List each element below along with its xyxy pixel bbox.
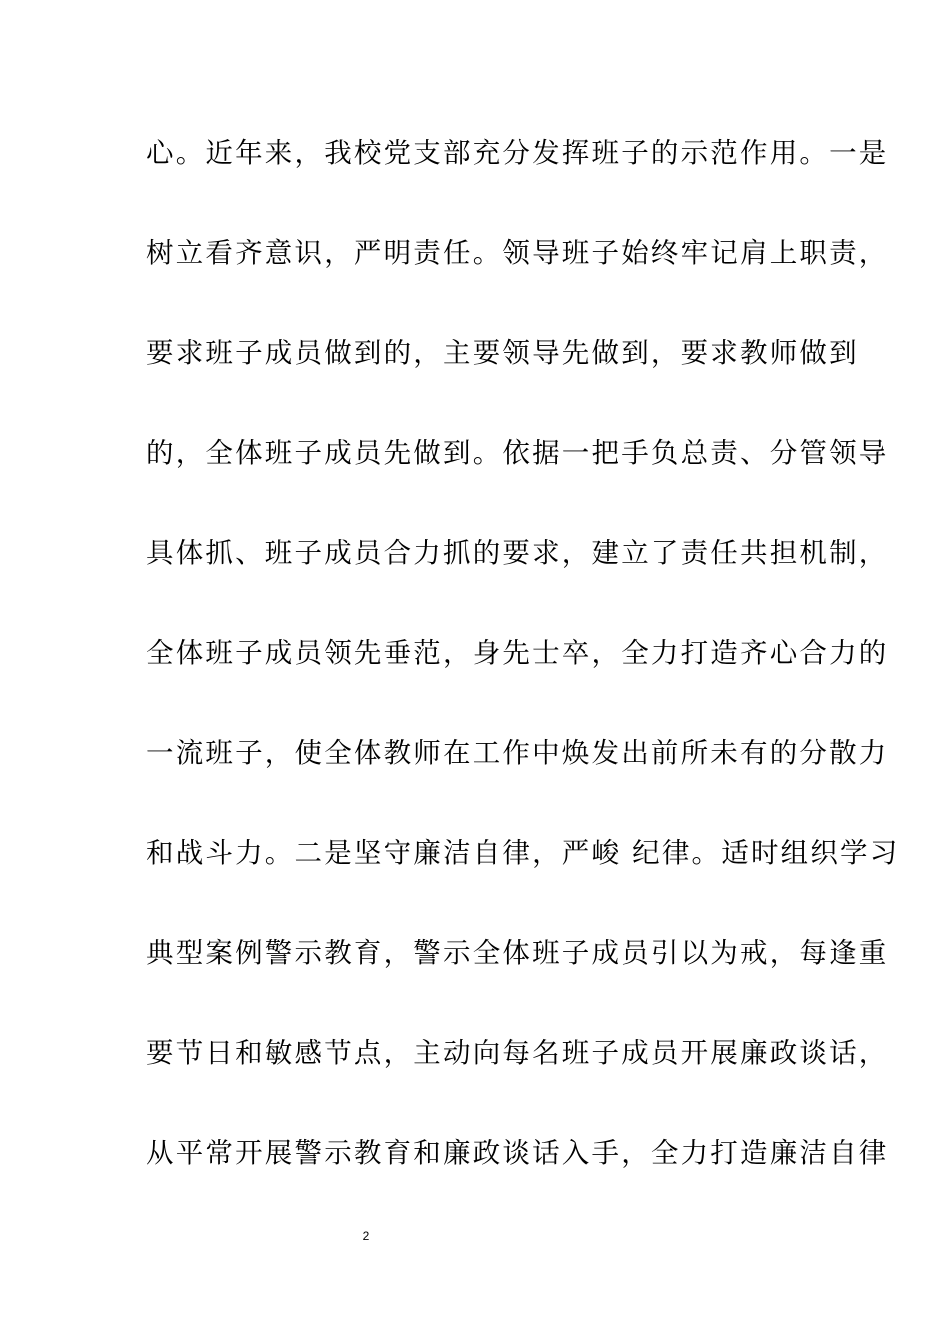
text-line-4: 的，全体班子成员先做到。依据一把手负总责、分管领导: [146, 437, 889, 469]
text-line-9: 典型案例警示教育，警示全体班子成员引以为戒，每逢重: [146, 937, 889, 969]
body-text: [146, 130, 900, 1230]
text-line-6: 全体班子成员领先垂范，身先士卒，全力打造齐心合力的: [146, 637, 889, 669]
text-line-2: 树立看齐意识，严明责任。领导班子始终牢记肩上职责，: [146, 237, 889, 269]
text-line-1: 心。近年来，我校党支部充分发挥班子的示范作用。一是: [146, 137, 889, 169]
text-line-3: 要求班子成员做到的，主要领导先做到，要求教师做到: [146, 337, 859, 369]
text-line-10: 要节日和敏感节点，主动向每名班子成员开展廉政谈话，: [146, 1037, 889, 1069]
text-line-7: 一流班子，使全体教师在工作中焕发出前所未有的分散力: [146, 737, 889, 769]
text-line-8: 和战斗力。二是坚守廉洁自律，严峻 纪律。适时组织学习: [146, 837, 900, 869]
page-number: 2: [362, 1229, 370, 1243]
text-line-5: 具体抓、班子成员合力抓的要求，建立了责任共担机制，: [146, 537, 889, 569]
text-line-11: 从平常开展警示教育和廉政谈话入手，全力打造廉洁自律: [146, 1137, 889, 1169]
